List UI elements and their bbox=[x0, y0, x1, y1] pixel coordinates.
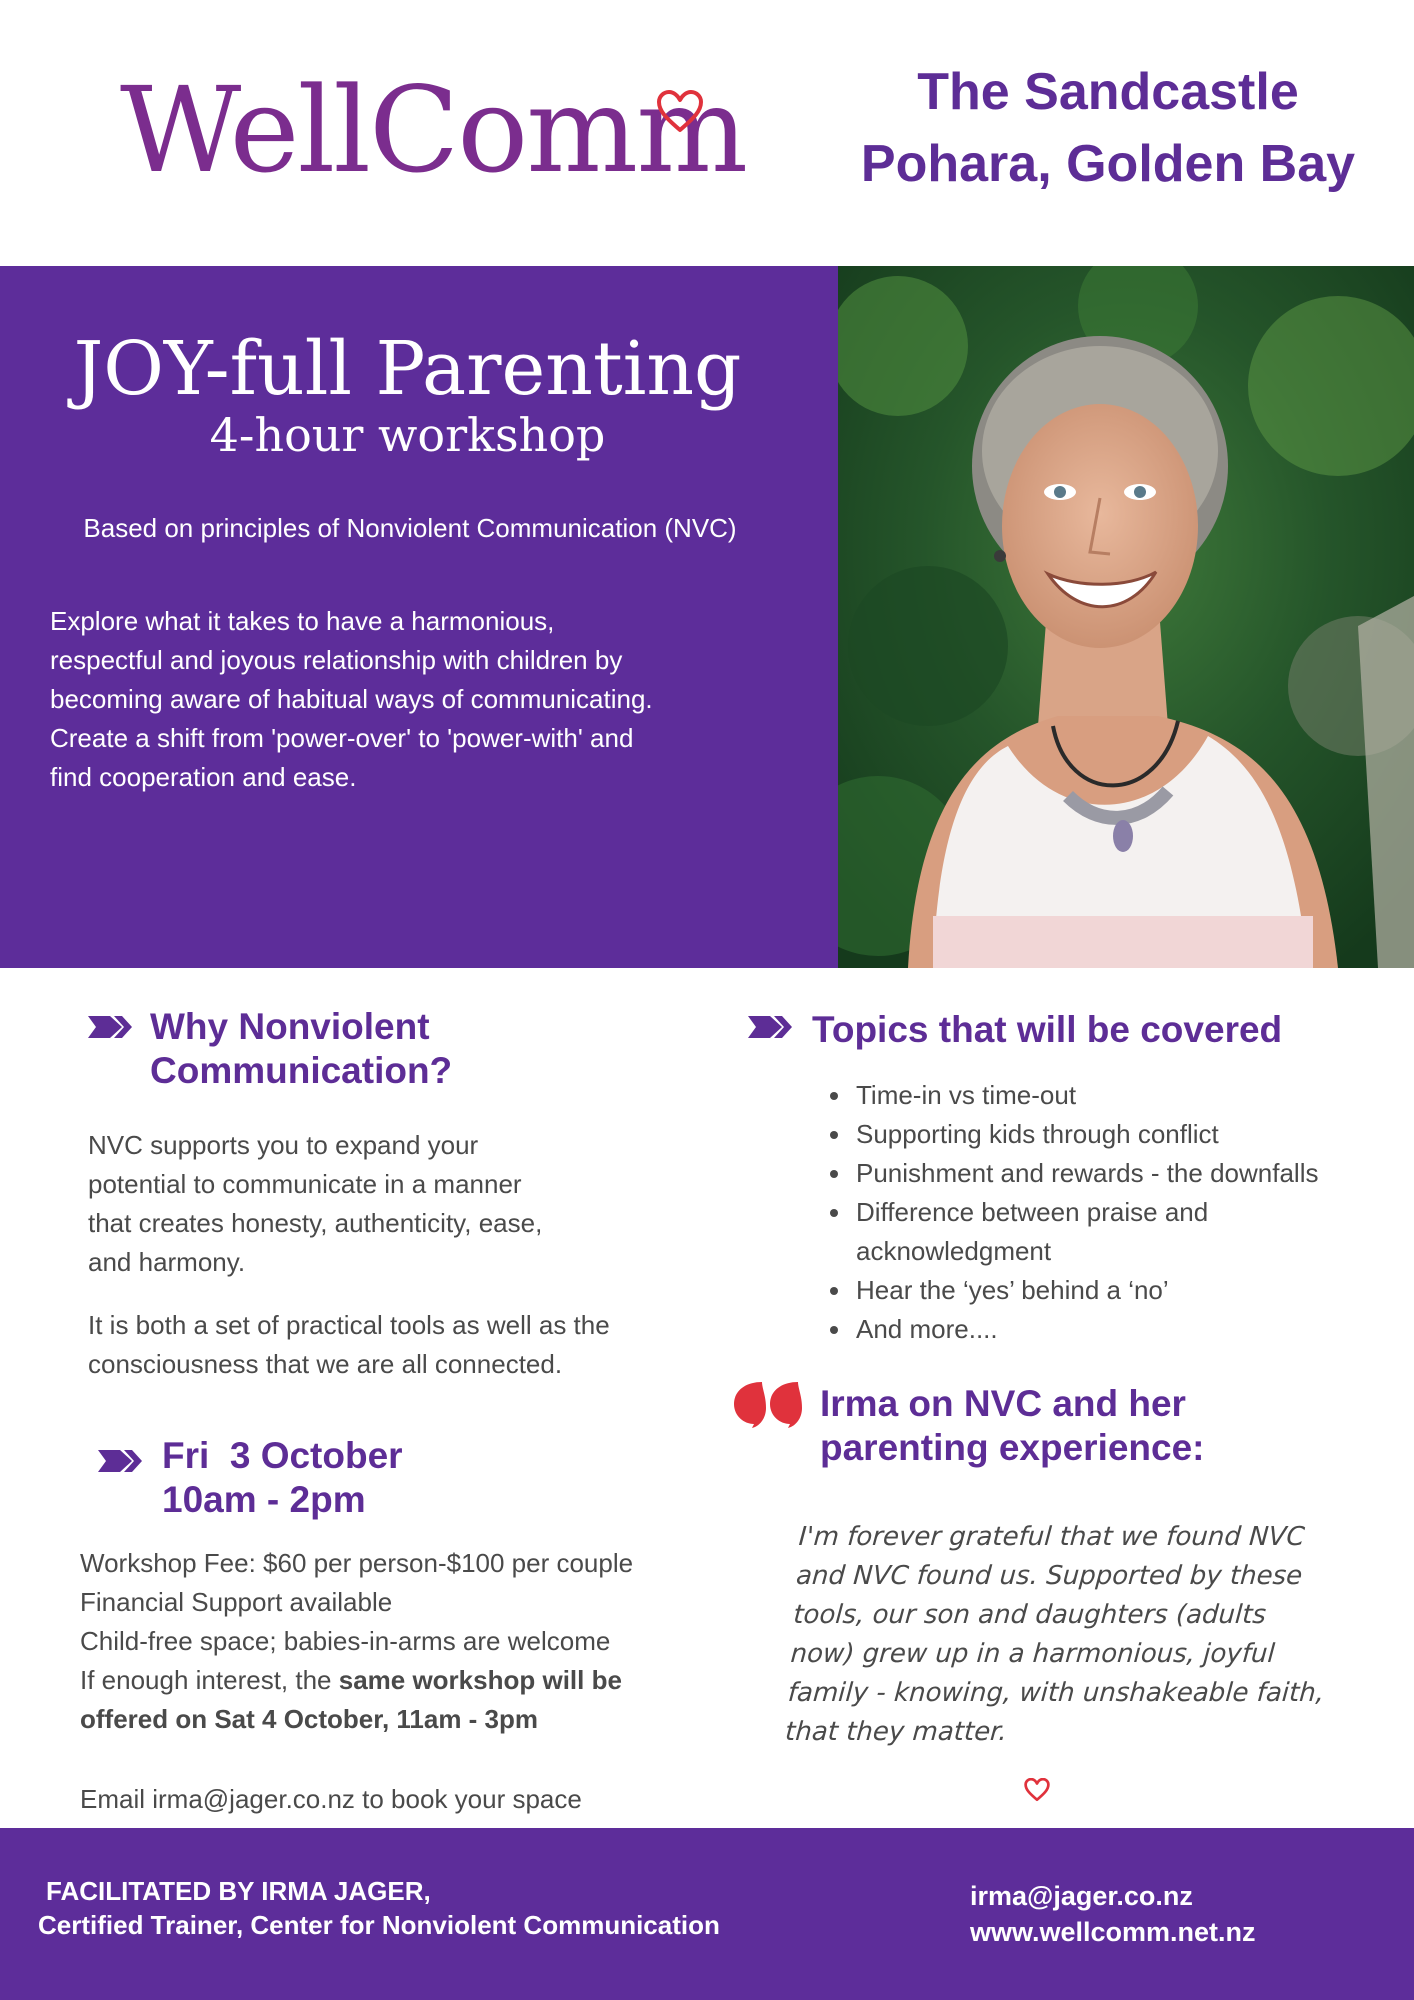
topics-list bbox=[856, 1076, 1396, 1349]
quote-line: and NVC found us. Supported by these bbox=[795, 1561, 1304, 1591]
event-date-heading bbox=[162, 1434, 662, 1522]
text-line: consciousness that we are all connected. bbox=[88, 1349, 563, 1379]
text-line: It is both a set of practical tools as well as the bbox=[88, 1310, 610, 1340]
facilitator-photo bbox=[838, 266, 1414, 968]
venue-name: The Sandcastle bbox=[917, 63, 1299, 121]
workshop-title: JOY-full Parenting bbox=[73, 326, 742, 412]
event-date: Fri 3 October bbox=[162, 1435, 403, 1476]
arrow-icon bbox=[96, 1446, 144, 1476]
website-link[interactable]: www.wellcomm.net.nz bbox=[970, 1917, 1256, 1947]
heading-line: Communication? bbox=[150, 1050, 453, 1091]
facilitator-credentials: Certified Trainer, Center for Nonviolent Communication bbox=[38, 1910, 720, 1940]
contact-email[interactable]: irma@jager.co.nz bbox=[970, 1881, 1193, 1911]
event-details bbox=[80, 1544, 720, 1739]
wellcomm-logo bbox=[120, 60, 747, 200]
topic-item: Hear the ‘yes’ behind a ‘no’ bbox=[856, 1271, 1396, 1310]
topic-item: Punishment and rewards - the downfalls bbox=[856, 1154, 1396, 1193]
topic-item: Supporting kids through conflict bbox=[856, 1115, 1396, 1154]
quote-icon bbox=[732, 1380, 802, 1430]
workshop-fee: Workshop Fee: $60 per person-$100 per couple bbox=[80, 1548, 634, 1578]
heart-icon bbox=[1024, 1778, 1050, 1802]
heading-line: parenting experience: bbox=[820, 1427, 1205, 1468]
booking-email: Email irma@jager.co.nz to book your space bbox=[80, 1784, 582, 1814]
logo-text: WellComm bbox=[120, 61, 747, 199]
repeat-date: offered on Sat 4 October, 11am - 3pm bbox=[80, 1704, 539, 1734]
quote-line: that they matter. bbox=[784, 1717, 1008, 1747]
topics-heading: Topics that will be covered bbox=[812, 1009, 1283, 1050]
venue bbox=[828, 56, 1388, 200]
quote-line: now) grew up in a harmonious, joyful bbox=[789, 1639, 1276, 1669]
venue-location: Pohara, Golden Bay bbox=[860, 135, 1356, 193]
topic-item: Time-in vs time-out bbox=[856, 1076, 1396, 1115]
text-line: and harmony. bbox=[88, 1247, 246, 1277]
event-time: 10am - 2pm bbox=[162, 1479, 366, 1520]
arrow-icon bbox=[86, 1012, 134, 1042]
repeat-prefix: If enough interest, the bbox=[80, 1665, 339, 1695]
why-nvc-paragraph bbox=[88, 1306, 708, 1384]
topic-item: Difference between praise and bbox=[856, 1193, 1396, 1232]
child-policy: Child-free space; babies-in-arms are welcome bbox=[80, 1626, 611, 1656]
description-line: Explore what it takes to have a harmonious, bbox=[50, 606, 555, 636]
description-line: becoming aware of habitual ways of communicating. bbox=[50, 684, 653, 714]
workshop-subtitle: 4-hour workshop bbox=[209, 408, 606, 462]
quote-heading bbox=[820, 1382, 1380, 1470]
text-line: NVC supports you to expand your bbox=[88, 1130, 479, 1160]
description-line: Create a shift from 'power-over' to 'power-with' and bbox=[50, 723, 634, 753]
footer bbox=[0, 1828, 1414, 2000]
quote-line: I'm forever grateful that we found NVC bbox=[797, 1522, 1306, 1552]
why-nvc-paragraph bbox=[88, 1126, 648, 1282]
quote-line: tools, our son and daughters (adults bbox=[792, 1600, 1268, 1630]
workshop-description bbox=[50, 602, 770, 797]
heading-line: Why Nonviolent bbox=[150, 1006, 430, 1047]
text-line: potential to communicate in a manner bbox=[88, 1169, 522, 1199]
repeat-offer bbox=[80, 1661, 720, 1700]
workshop-basis: Based on principles of Nonviolent Communication (NVC) bbox=[83, 513, 737, 543]
heart-icon bbox=[656, 90, 704, 134]
topic-item: And more.... bbox=[856, 1310, 1396, 1349]
facilitator-name: FACILITATED BY IRMA JAGER, bbox=[46, 1876, 431, 1906]
why-nvc-heading bbox=[150, 1005, 710, 1093]
description-line: respectful and joyous relationship with children by bbox=[50, 645, 623, 675]
text-line: that creates honesty, authenticity, ease, bbox=[88, 1208, 543, 1238]
arrow-icon bbox=[746, 1012, 794, 1042]
description-line: find cooperation and ease. bbox=[50, 762, 357, 792]
quote-line: family - knowing, with unshakeable faith, bbox=[786, 1678, 1326, 1708]
financial-support: Financial Support available bbox=[80, 1587, 393, 1617]
testimonial-quote bbox=[784, 1518, 1360, 1752]
heading-line: Irma on NVC and her bbox=[820, 1383, 1186, 1424]
repeat-highlight: same workshop will be bbox=[338, 1665, 622, 1695]
hero-panel bbox=[0, 266, 838, 968]
topic-item-continuation: acknowledgment bbox=[856, 1236, 1052, 1266]
